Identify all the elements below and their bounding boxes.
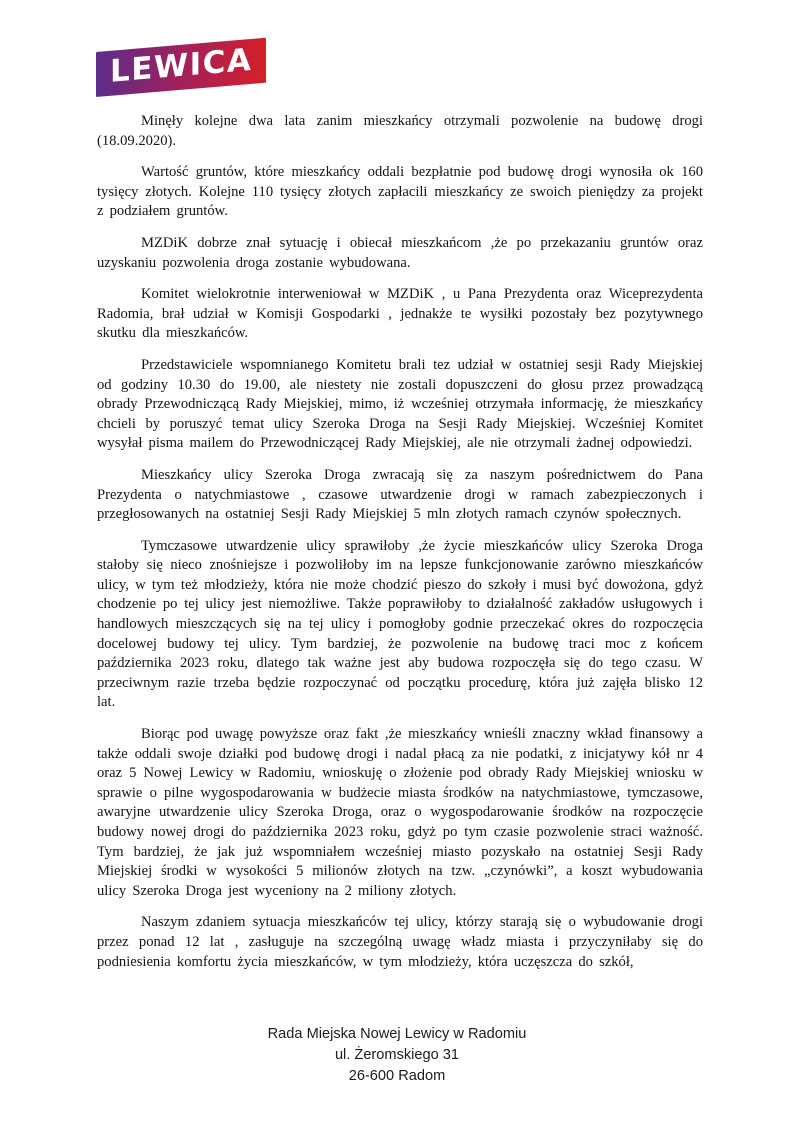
paragraph-residents-request: Mieszkańcy ulicy Szeroka Droga zwracają się za naszym pośrednictwem do Pana Prezydenta o natychmiastowe , czasowe utwardzenie drogi w ramach zabezpieczonych i przegłosowanych na ostatniej Sesji Rady Miejskiej 5 mln złotych ramach czynów społecznych. [97, 466, 703, 523]
paragraph-motion: Biorąc pod uwagę powyższe oraz fakt ,że mieszkańcy wnieśli znaczny wkład finansowy a także oddali swoje działki pod budowę drogi i nadal płacą za nie podatki, z inicjatywy kół nr 4 oraz 5 Nowej Lewicy w Radomiu, wnioskuję o złożenie pod obrady Rady Miejskiej wniosku w sprawie o pilne wygospodarowania w budżecie miasta środków na natychmiastowe, tymczasowe, awaryjne utwardzenie ulicy Szeroka Droga, oraz o wygospodarowanie środków na rozpoczęcie budowy nowej drogi do października 2023 roku, gdyż po tym czasie pozwolenie straci ważność. Tym bardziej, że jak już wspomniałem wcześniej miasto pozyskało na ostatniej Sesji Rady Miejskiej środki w wysokości 5 milionów złotych na tzw. „czynówki”, a koszt wybudowania ulicy Szeroka Droga jest wyceniony na 2 miliony złotych. [97, 726, 703, 899]
paragraph-council-session: Przedstawiciele wspomnianego Komitetu brali tez udział w ostatniej sesji Rady Miejskiej od godziny 10.30 do 19.00, ale niestety nie zostali dopuszczeni do głosu przez prowadzącą obrady Przewodniczącą Rady Miejskiej, mimo, iż wcześniej otrzymała informację, że mieszkańcy chcieli by poruszyć temat ulicy Szeroka Droga na Sesji Rady Miejskiej. Wcześniej Komitet wysyłał pisma mailem do Przewodniczącej Rady Miejskiej, ale nie otrzymali żadnej odpowiedzi. [97, 356, 703, 452]
paragraph-temporary-hardening: Tymczasowe utwardzenie ulicy sprawiłoby ,że życie mieszkańców ulicy Szeroka Droga stałoby się nieco znośniejsze i pozwoliłoby im na lepsze funkcjonowanie zarówno mieszkańców ulicy, w tym też młodzieży, która nie może chodzić pieszo do szkoły i musi być dowożona, gdyż chodzenie po tej ulicy jest niemożliwe. Także poprawiłoby to działalność zakładów usługowych i handlowych mieszczących się na tej ulicy i pomogłoby godnie przeczekać okres do rozpoczęcia docelowej budowy tej ulicy. Tym bardziej, że pozwolenie na budowę traci moc z końcem października 2023 roku, dlatego tak ważne jest aby budowa rozpoczęła się do tego czasu. W przeciwnym razie trzeba będzie rozpoczynać od początku procedurę, która już zajęła blisko 12 lat. [97, 537, 703, 711]
paragraph-permit: Minęły kolejne dwa lata zanim mieszkańcy otrzymali pozwolenie na budowę drogi (18.09.2020). [97, 113, 703, 149]
paragraph-mzdik-promise: MZDiK dobrze znał sytuację i obiecał mieszkańcom ,że po przekazaniu gruntów oraz uzyskaniu pozwolenia droga zostanie wybudowana. [97, 234, 703, 271]
document-body [97, 112, 703, 984]
paragraph-committee-interventions: Komitet wielokrotnie interweniował w MZDiK , u Pana Prezydenta oraz Wiceprezydenta Radomia, brał udział w Komisji Gospodarki , jednakże te wysiłki pozostały bez pozytywnego skutku dla mieszkańców. [97, 286, 703, 342]
paragraph-conclusion: Naszym zdaniem sytuacja mieszkańców tej ulicy, którzy starają się o wybudowanie drogi przez ponad 12 lat , zasługuje na szczególną uwagę władz miasta i przyczyniłaby się do podniesienia komfortu życia mieszkańców, w tym młodzieży, która uczęszcza do szkół, [97, 914, 703, 970]
lewica-logo-text: LEWICA [110, 41, 253, 90]
footer-org-name: Rada Miejska Nowej Lewicy w Radomiu [267, 1026, 527, 1042]
paragraph-land-value: Wartość gruntów, które mieszkańcy oddali bezpłatnie pod budowę drogi wynosiła ok 160 tysięcy złotych. Kolejne 110 tysięcy złotych zapłacili mieszkańcy ze swoich pieniędzy za projekt z podziałem gruntów. [97, 164, 703, 220]
lewica-logo [96, 38, 266, 97]
lewica-logo-wrap [96, 41, 266, 97]
footer-address-block [0, 1024, 794, 1087]
footer-street: ul. Żeromskiego 31 [334, 1047, 460, 1063]
footer-city: 26-600 Radom [348, 1068, 446, 1084]
